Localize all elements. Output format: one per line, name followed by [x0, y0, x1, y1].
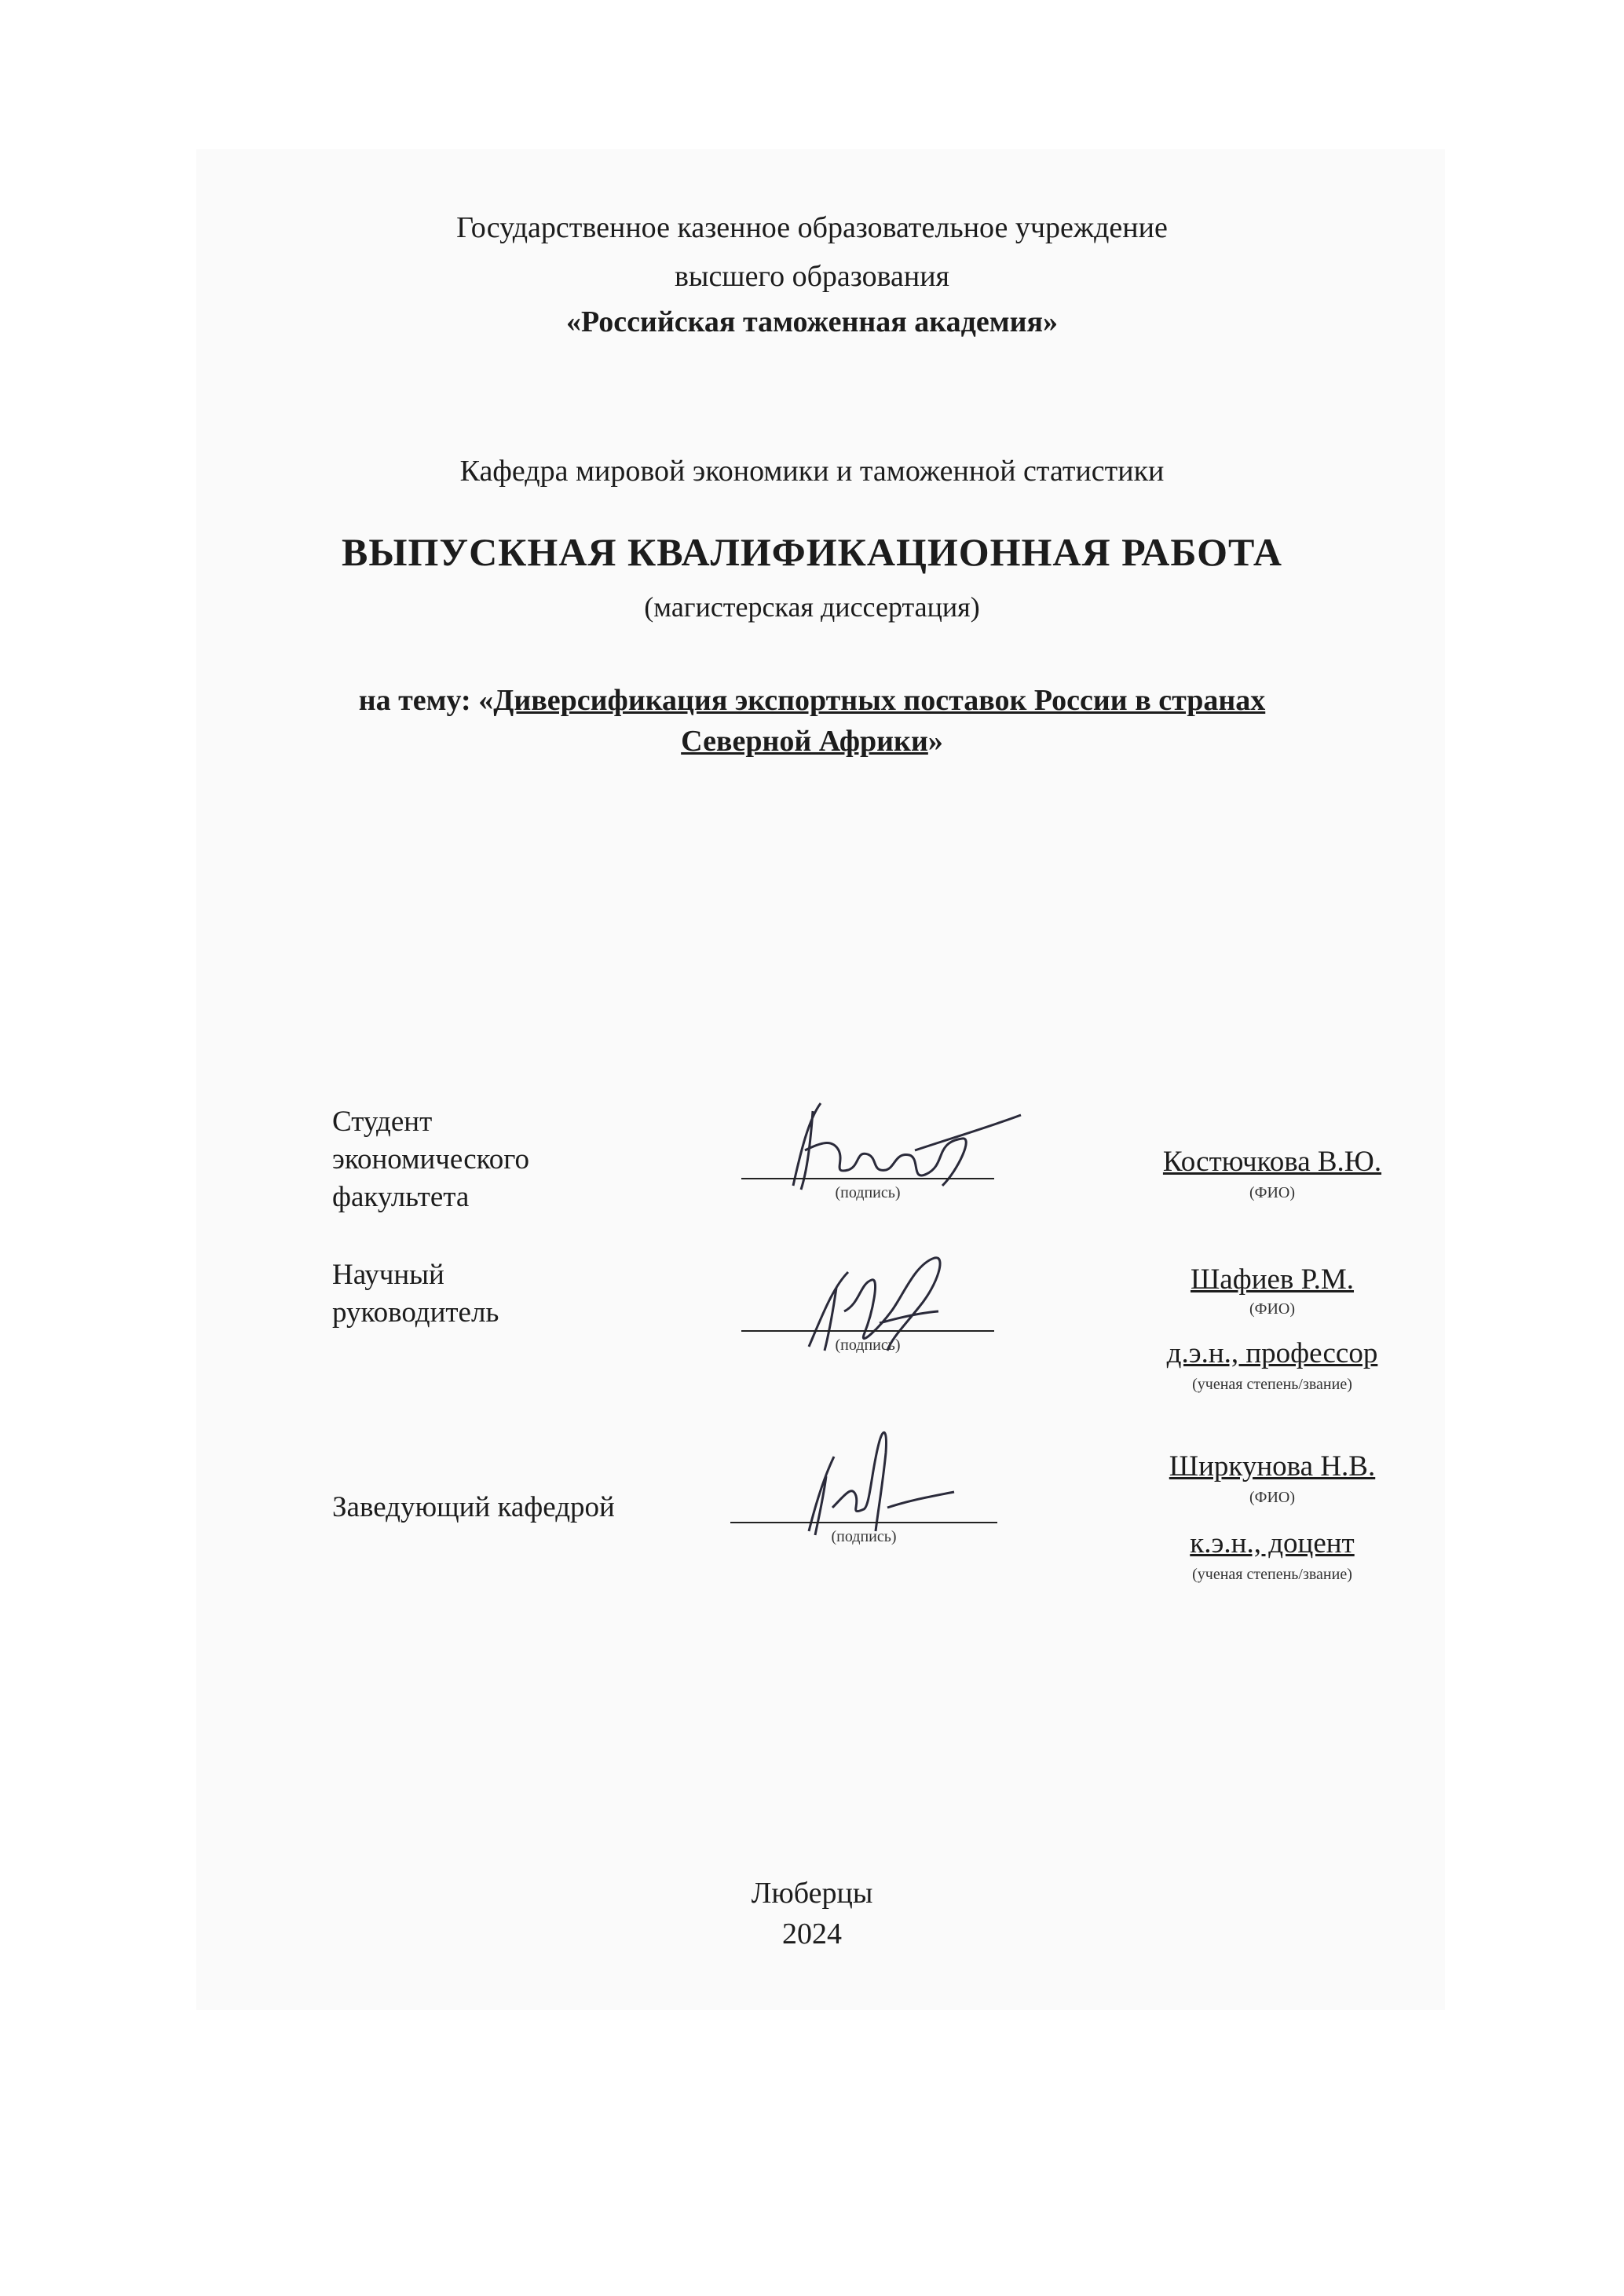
- document-subtype: (магистерская диссертация): [644, 591, 980, 623]
- head-role: Заведующий кафедрой: [332, 1491, 615, 1523]
- student-signature-line: [741, 1178, 994, 1179]
- institution-name: «Российская таможенная академия»: [565, 305, 1059, 338]
- footer-year: 2024: [782, 1918, 842, 1951]
- head-degree: к.э.н., доцент: [1190, 1527, 1355, 1559]
- head-signature-line: [730, 1522, 997, 1523]
- student-role: Студент экономического факультета: [332, 1106, 530, 1213]
- header-line-2: высшего образования: [674, 260, 950, 293]
- student-name: Костючкова В.Ю.: [1162, 1146, 1382, 1178]
- head-name: Ширкунова Н.В.: [1169, 1450, 1376, 1483]
- supervisor-name-caption: (ФИО): [1249, 1300, 1295, 1318]
- supervisor-signature-caption: (подпись): [835, 1336, 901, 1354]
- supervisor-signature-line: [741, 1330, 994, 1332]
- topic-title-line-2: Северной Африки: [681, 725, 928, 758]
- topic-line-1: [0, 680, 1624, 721]
- supervisor-name: Шафиев Р.М.: [1190, 1263, 1355, 1296]
- supervisor-role: Научный руководитель: [332, 1259, 499, 1329]
- footer-city: Люберцы: [751, 1877, 873, 1910]
- topic-prefix: на тему: «: [358, 684, 494, 717]
- topic-suffix: »: [927, 725, 943, 758]
- topic-line-2: [0, 721, 1624, 762]
- department-name: Кафедра мировой экономики и таможенной статистики: [459, 455, 1165, 488]
- header-line-1: Государственное казенное образовательное учреждение: [456, 211, 1168, 244]
- supervisor-degree: д.э.н., профессор: [1166, 1337, 1378, 1369]
- supervisor-degree-caption: (ученая степень/звание): [1192, 1376, 1352, 1393]
- head-degree-caption: (ученая степень/звание): [1192, 1566, 1352, 1583]
- student-signature: [777, 1095, 1029, 1197]
- document-type: ВЫПУСКНАЯ КВАЛИФИКАЦИОННАЯ РАБОТА: [342, 530, 1282, 574]
- head-name-caption: (ФИО): [1249, 1489, 1295, 1506]
- student-name-caption: (ФИО): [1249, 1184, 1295, 1201]
- scan-background: [196, 149, 1445, 2010]
- head-signature-caption: (подпись): [831, 1528, 897, 1545]
- topic-title-line-1: Диверсификация экспортных поставок России в странах: [493, 684, 1266, 717]
- student-signature-caption: (подпись): [835, 1184, 901, 1201]
